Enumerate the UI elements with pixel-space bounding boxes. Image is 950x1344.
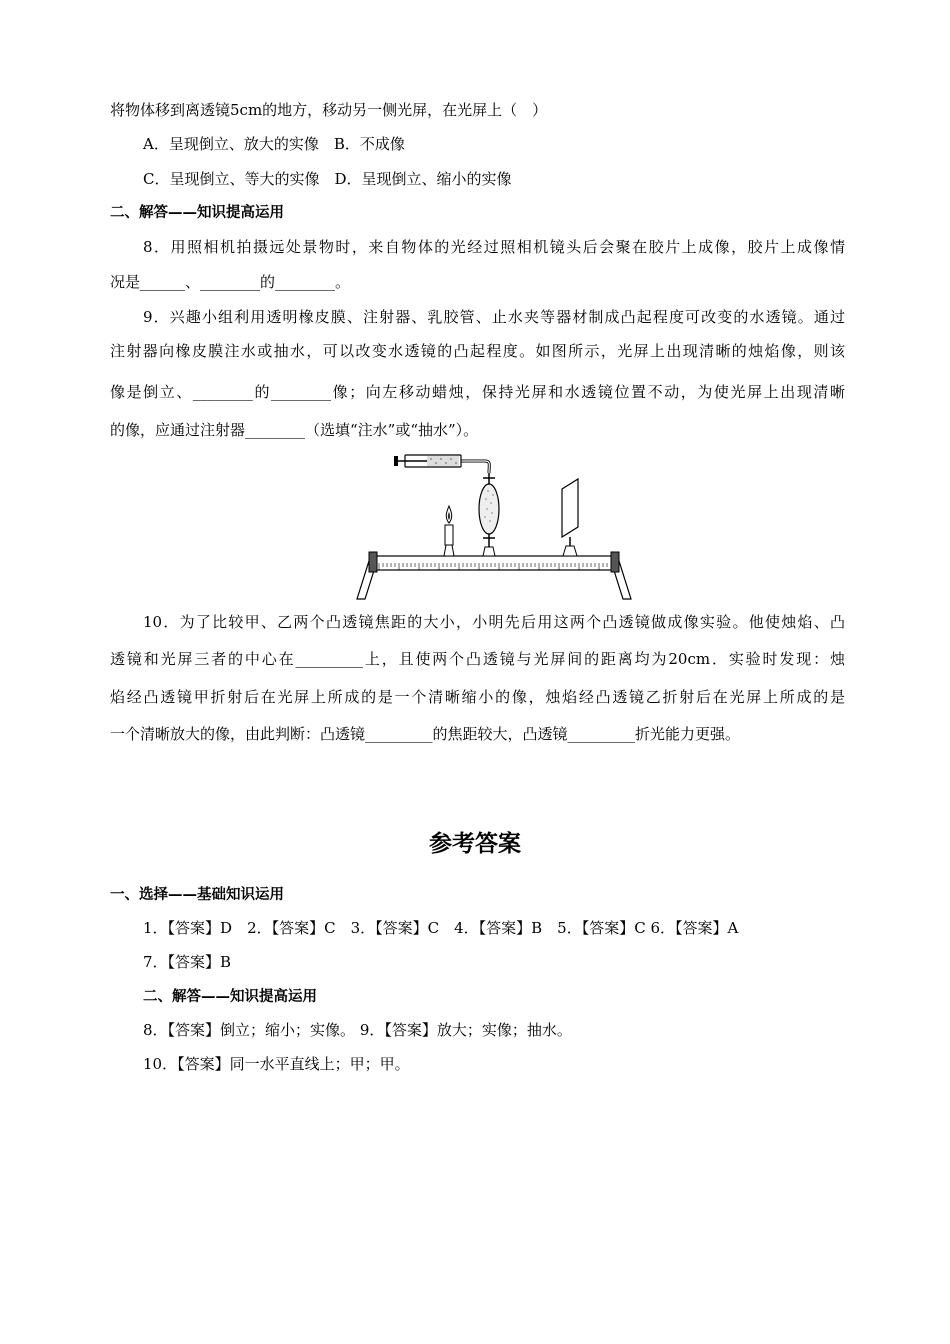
water-lens [461,461,499,556]
answer-key-title: 参考答案 [429,831,521,857]
light-screen [562,479,578,556]
water-lens-optical-bench-figure [355,451,633,601]
bench-right-end [611,552,619,572]
q9-line-1: 9．兴趣小组利用透明橡皮膜、注射器、乳胶管、止水夹等器材制成凸起程度可改变的水透镜。通过 [143,308,845,326]
q10-line-4: 一个清晰放大的像，由此判断：凸透镜_________的焦距较大，凸透镜_________折光能力更强。 [110,725,741,743]
q9-line-4: 的像，应通过注射器________（选填“注水”或“抽水”）。 [110,421,479,439]
q7-options-cd: C．呈现倒立、等大的实像 D．呈现倒立、缩小的实像 [143,170,512,188]
answer-section-1-heading: 一、选择——基础知识运用 [110,887,284,903]
bench-left-end [369,552,377,572]
q9-line-3: 像是倒立、________的________像；向左移动蜡烛，保持光屏和水透镜位置不动，为使光屏上出现清晰 [110,383,845,401]
answer-row-4: 10．【答案】同一水平直线上；甲；甲。 [143,1055,410,1073]
q7-stem-tail: 将物体移到离透镜5cm的地方，移动另一侧光屏，在光屏上（ ） [110,101,548,119]
q10-line-1: 10．为了比较甲、乙两个凸透镜焦距的大小，小明先后用这两个凸透镜做成像实验。他使烛焰、凸 [143,613,845,631]
q10-line-3: 焰经凸透镜甲折射后在光屏上所成的是一个清晰缩小的像，烛焰经凸透镜乙折射后在光屏上所成的是 [110,688,845,706]
q10-line-2: 透镜和光屏三者的中心在_________上，且使两个凸透镜与光屏间的距离均为20cm．实验时发现：烛 [110,650,845,668]
answer-row-1: 1．【答案】D 2．【答案】C 3．【答案】C 4．【答案】B 5．【答案】C 6．【答案】A [143,919,739,937]
answer-section-2-heading: 二、解答——知识提高运用 [143,989,317,1005]
candle [444,506,454,556]
answer-row-3: 8．【答案】倒立；缩小；实像。 9．【答案】放大；实像；抽水。 [143,1021,572,1039]
answer-row-2: 7．【答案】B [143,953,232,971]
section-heading-answers: 二、解答——知识提高运用 [110,205,284,221]
q8-line-1: 8．用照相机拍摄远处景物时，来自物体的光经过照相机镜头后会聚在胶片上成像，胶片上成像情 [143,238,845,256]
syringe [394,455,461,467]
q9-line-2: 注射器向橡皮膜注水或抽水，可以改变水透镜的凸起程度。如图所示，光屏上出现清晰的烛焰像，则该 [110,342,845,360]
q8-line-2: 况是______、________的________。 [110,273,351,291]
q7-options-ab: A．呈现倒立、放大的实像 B．不成像 [143,135,405,153]
